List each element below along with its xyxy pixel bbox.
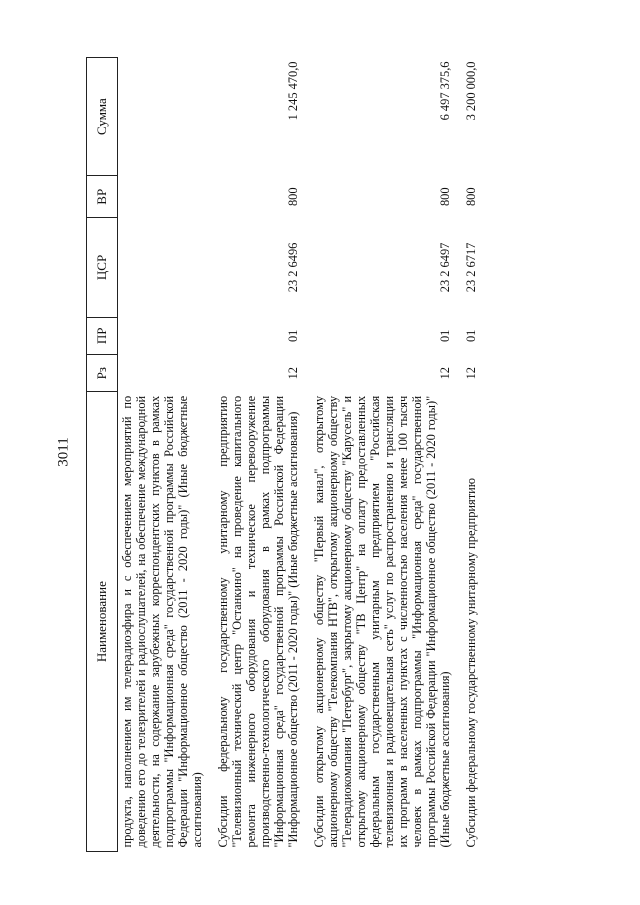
header-sum: Сумма <box>87 58 118 176</box>
row-rz: 12 <box>286 367 301 380</box>
row-pr: 01 <box>286 329 301 343</box>
table-row <box>310 58 462 852</box>
table-row <box>118 58 215 852</box>
header-vr: ВР <box>87 176 118 218</box>
row-sum: 6 497 375,6 <box>438 61 453 121</box>
header-pr: ПР <box>87 317 118 355</box>
row-sum: 3 200 000,0 <box>464 61 479 121</box>
row-rz <box>118 355 215 392</box>
page-number: 3011 <box>55 437 72 467</box>
row-rz: 12 <box>438 367 453 380</box>
rotated-table-container <box>86 57 591 852</box>
row-name: Субсидии федеральному государственному унитарному предприятию "Телевизионный технический центр "Останкино" на проведение капитального ремонта инженерного оборудования и техническое перевооружение производственно-технологического оборудования в рамках подпрограммы "Информационная среда" государственной программы Российской Федерации "Информационное общество (2011 - 2020 годы)" (Иные бюджетные ассигнования) <box>216 395 301 848</box>
row-sum: 1 245 470,0 <box>286 61 301 121</box>
table-row <box>462 58 480 852</box>
row-vr: 800 <box>286 187 301 207</box>
row-name: Субсидии открытому акционерному обществу "Первый канал", открытому акционерному обществу "Телекомпания НТВ", открытому акционерному обществу "Телерадиокомпания "Петербург", закрытому акционерному обществу "Карусель" и открытому акционерному обществу "ТВ Центр" на оплату предоставленных федеральным государственным унитарным предприятием "Российская телевизионная и радиовещательная сеть" услуг по распространению и трансляции их программ в населенных пунктах с численностью населения менее 100 тысяч человек в рамках подпрограммы "Информационная среда" государственной программы Российской Федерации "Информационное общество (2011 - 2020 годы)" (Иные бюджетные ассигнования) <box>312 395 453 848</box>
row-csr: 23 2 6496 <box>286 242 301 293</box>
row-pr: 01 <box>438 329 453 343</box>
row-vr: 800 <box>438 187 453 207</box>
row-pr <box>118 317 215 355</box>
row-csr <box>118 218 215 317</box>
row-name: Субсидии федеральному государственному унитарному предприятию <box>464 477 479 848</box>
header-rz: Рз <box>87 355 118 392</box>
row-vr: 800 <box>464 187 479 207</box>
table-header-row <box>87 58 118 852</box>
table-row <box>214 58 310 852</box>
row-csr: 23 2 6717 <box>464 242 479 293</box>
row-csr: 23 2 6497 <box>438 242 453 293</box>
row-pr: 01 <box>464 329 479 343</box>
budget-table <box>86 57 480 852</box>
row-vr <box>118 176 215 218</box>
header-csr: ЦСР <box>87 218 118 317</box>
row-name: продукта, наполнением им телерадиоэфира и с обеспечением мероприятий по доведению его до телезрителей и радиослушателей, на обеспечение международной деятельности, на содержание зарубежных корреспондентских пунктов в рамках подпрограммы "Информационная среда" государственной программы Российской Федерации "Информационное общество (2011 - 2020 годы)" (Иные бюджетные ассигнования) <box>118 392 215 852</box>
header-name: Наименование <box>87 392 118 852</box>
row-rz: 12 <box>464 367 479 380</box>
row-sum <box>118 58 215 176</box>
